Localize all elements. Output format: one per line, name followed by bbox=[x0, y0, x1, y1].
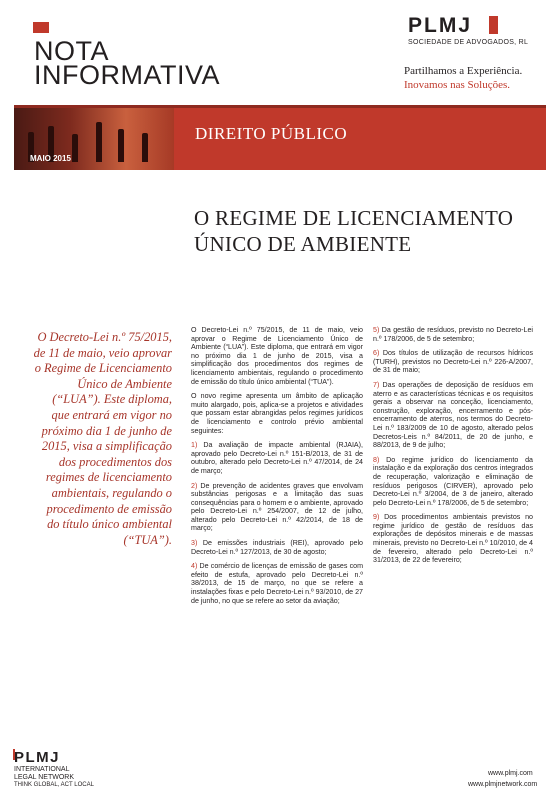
list-number: 8) bbox=[373, 455, 380, 464]
footer-logo: PLMJ bbox=[14, 749, 61, 766]
list-item bbox=[373, 513, 533, 565]
list-item bbox=[191, 482, 363, 534]
accent-square bbox=[33, 22, 49, 33]
body-column-1 bbox=[191, 326, 363, 611]
person-silhouette bbox=[142, 133, 148, 162]
list-text: De emissões industriais (REI), aprovado pelo Decreto-Lei n.º 127/2013, de 30 de agosto; bbox=[191, 539, 363, 556]
footer-network-line2: LEGAL NETWORK bbox=[14, 774, 75, 781]
list-number: 7) bbox=[373, 380, 380, 389]
list-item bbox=[373, 381, 533, 450]
list-item bbox=[373, 326, 533, 343]
list-number: 6) bbox=[373, 349, 380, 358]
network-website-link[interactable]: www.plmjnetwork.com bbox=[468, 781, 538, 788]
list-item bbox=[191, 539, 363, 556]
list-number: 9) bbox=[373, 513, 380, 522]
person-silhouette bbox=[96, 122, 102, 162]
body-column-2 bbox=[373, 326, 533, 571]
logo-subtitle: SOCIEDADE DE ADVOGADOS, RL bbox=[408, 39, 529, 46]
issue-date: MAIO 2015 bbox=[30, 154, 71, 163]
list-text: Dos procedimentos ambientais previstos no regime jurídico de gestão de resíduos das explorações de depósitos minerais e de massas minerais, previsto no Decreto-Lei n.º 10/2010, de 4 de fevereiro, alterado pelo Decreto-Lei n.º 31/2013, de 22 de fevereiro; bbox=[373, 513, 533, 565]
list-text: Da avaliação de impacte ambiental (RJAIA), aprovado pelo Decreto-Lei n.º 151-B/2013, de 31 de outubro, alterado pelo Decreto-Lei n.º 47/2014, de 24 de março; bbox=[191, 441, 363, 475]
website-link[interactable]: www.plmj.com bbox=[488, 770, 533, 777]
list-item bbox=[191, 441, 363, 475]
body-paragraph: O novo regime apresenta um âmbito de aplicação muito alargado, pois, aplica-se a projetos e atividades que possam estar abrangidas pelos regimes jurídicos de licenciamento e controlo prévio ambiental seguintes: bbox=[191, 392, 363, 435]
lead-paragraph: O Decreto-Lei n.º 75/2015, de 11 de maio, veio aprovar o Regime de Licenciamento Único de Ambiente (“LUA”). Este diploma, que entrará em vigor no próximo dia 1 de junho de 2015, visa a simplificação dos procedimentos dos regimes de licenciamento ambientais, regulando o procedimento de emissão do título único ambiental (“TUA”). bbox=[33, 330, 172, 547]
list-number: 3) bbox=[191, 539, 198, 548]
list-text: Da gestão de resíduos, previsto no Decreto-Lei n.º 178/2006, de 5 de setembro; bbox=[373, 326, 533, 343]
slogan-line2: Inovamos nas Soluções. bbox=[404, 79, 511, 91]
logo-accent-bar bbox=[489, 16, 498, 34]
slogan-line1: Partilhamos a Experiência. bbox=[404, 65, 523, 77]
list-text: Das operações de deposição de resíduos em aterro e as características técnicas e os requisitos gerais a observar na conceção, licenciamento, construção, exploração, encerramento e pós-encerramento de aterros, nos termos do Decreto-Lei n.º 183/2009 de 10 de agosto, alterado pelos Decretos-Leis n.º 84/2011, de 20 de junho, e 88/2013, de 9 de julho; bbox=[373, 380, 533, 450]
article-title-line1: O REGIME DE LICENCIAMENTO bbox=[194, 206, 514, 230]
list-number: 2) bbox=[191, 481, 198, 490]
list-text: Dos títulos de utilização de recursos hídricos (TURH), previstos no Decreto-Lei n.º 226-A/2007, de 31 de maio; bbox=[373, 349, 533, 375]
list-text: De prevenção de acidentes graves que envolvam substâncias perigosas e a limitação das suas consequências para o homem e o ambiente, aprovado pelo Decreto-Lei n.º 254/2007, de 12 de julho, alterado pelo Decreto-Lei n.º 42/2014, de 18 de março; bbox=[191, 481, 363, 533]
list-number: 5) bbox=[373, 326, 380, 334]
footer-network-line1: INTERNATIONAL bbox=[14, 766, 70, 773]
person-silhouette bbox=[118, 129, 124, 162]
banner-top-rule bbox=[14, 105, 546, 108]
list-text: Do regime jurídico do licenciamento da instalação e da exploração dos centros integrados de recuperação, valorização e eliminação de resíduos perigosos (CIRVER), aprovado pelo Decreto-Lei n.º 3/2004, de 3 de janeiro, alterado pelo Decreto-Lei n.º 178/2006, de 5 de setembro; bbox=[373, 455, 533, 507]
plmj-logo: PLMJ bbox=[408, 14, 473, 37]
list-number: 1) bbox=[191, 441, 198, 450]
footer-tagline: THINK GLOBAL, ACT LOCAL bbox=[14, 782, 94, 788]
list-item bbox=[191, 562, 363, 605]
body-paragraph: O Decreto-Lei n.º 75/2015, de 11 de maio, veio aprovar o Regime de Licenciamento Único de Ambiente (“LUA”). Este diploma, que entrará em vigor no próximo dia 1 de junho de 2015, visa a simplificação dos procedimentos dos regimes de licenciamento ambientais, regulando o procedimento de emissão do título único ambiental (“TUA”). bbox=[191, 326, 363, 386]
nota-title-line1: NOTA bbox=[34, 36, 109, 66]
list-item bbox=[373, 349, 533, 375]
article-title-line2: ÚNICO DE AMBIENTE bbox=[194, 232, 412, 256]
section-label: DIREITO PÚBLICO bbox=[195, 124, 348, 143]
list-text: De comércio de licenças de emissão de gases com efeito de estufa, aprovado pelo Decreto-Lei n.º 38/2013, de 15 de março, no que se refere a instalações fixas e pelo Decreto-Lei n.º 93/2010, de 27 de junho, no que se refere ao setor da aviação; bbox=[191, 562, 363, 605]
person-silhouette bbox=[72, 134, 78, 162]
list-item bbox=[373, 456, 533, 508]
nota-title-line2: INFORMATIVA bbox=[34, 60, 220, 90]
list-number: 4) bbox=[191, 562, 198, 571]
